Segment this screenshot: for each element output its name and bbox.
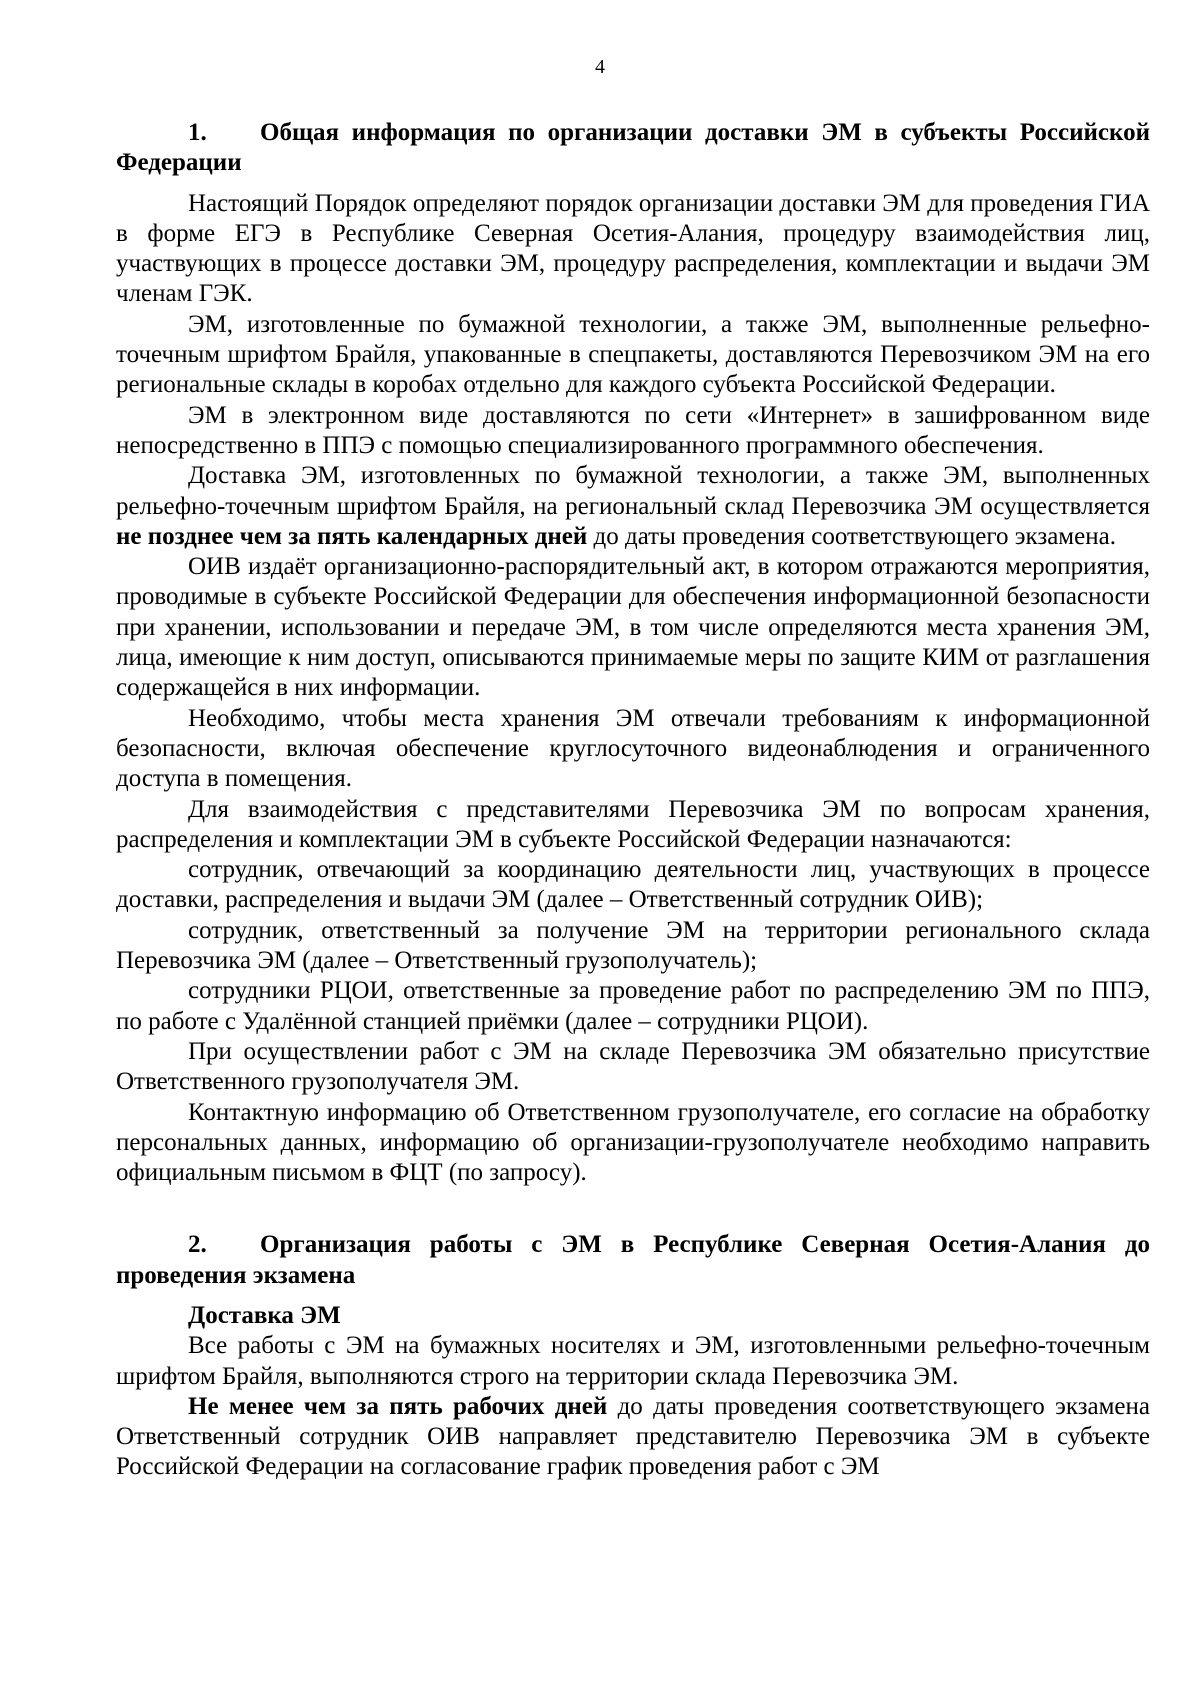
- paragraph-text: Доставка ЭМ, изготовленных по бумажной технологии, а также ЭМ, выполненных рельефно-точечным шрифтом Брайля, на региональный склад Перевозчика ЭМ осуществляется: [116, 462, 1150, 520]
- section-2-number: 2.: [188, 1231, 207, 1259]
- deadline-emphasis: не позднее чем за пять календарных дней: [116, 522, 588, 550]
- paragraph-delivery-deadline: [116, 461, 1150, 552]
- section-1-number: 1.: [188, 119, 207, 146]
- paragraph-text: до даты проведения соответствующего экзамена.: [587, 522, 1116, 550]
- paragraph: Все работы с ЭМ на бумажных носителях и ЭМ, изготовленными рельефно-точечным шрифтом Брайля, выполняются строго на территории склада Перевозчика ЭМ.: [116, 1332, 1150, 1390]
- paragraph: При осуществлении работ с ЭМ на складе Перевозчика ЭМ обязательно присутствие Ответственного грузополучателя ЭМ.: [116, 1037, 1150, 1096]
- paragraph: ОИВ издаёт организационно-распорядительный акт, в котором отражаются мероприятия, проводимые в субъекте Российской Федерации для обеспечения информационной безопасности при хранении, использовании и передаче ЭМ, в том числе определяются места хранения ЭМ, лица, имеющие к ним доступ, описываются принимаемые меры по защите КИМ от разглашения содержащейся в них информации.: [116, 553, 1150, 702]
- paragraph-text: до даты проведения соответствующего экзамена Ответственный сотрудник ОИВ направляет представителю Перевозчика ЭМ в субъекте Российской Федерации на согласование график проведения работ с ЭМ: [116, 1392, 1150, 1481]
- list-item: сотрудник, отвечающий за координацию деятельности лиц, участвующих в процессе доставки, распределения и выдачи ЭМ (далее – Ответственный сотрудник ОИВ);: [116, 856, 1150, 914]
- section-2-title: Организация работы с ЭМ в Республике Северная Осетия-Алания до проведения экзамена: [116, 1231, 1150, 1289]
- section-1-title: Общая информация по организации доставки ЭМ в субъекты Российской Федерации: [116, 119, 1150, 177]
- paragraph: ЭМ в электронном виде доставляются по сети «Интернет» в зашифрованном виде непосредственно в ППЭ с помощью специализированного программного обеспечения.: [116, 401, 1150, 459]
- list-item: сотрудник, ответственный за получение ЭМ на территории регионального склада Перевозчика ЭМ (далее – Ответственный грузополучатель);: [116, 916, 1150, 975]
- paragraph: Для взаимодействия с представителями Перевозчика ЭМ по вопросам хранения, распределения и комплектации ЭМ в субъекте Российской Федерации назначаются:: [116, 795, 1150, 853]
- section-2-heading: [116, 1230, 1150, 1291]
- paragraph: Контактную информацию об Ответственном грузополучателе, его согласие на обработку персональных данных, информацию об организации-грузополучателе необходимо направить официальным письмом в ФЦТ (по запросу).: [116, 1098, 1150, 1187]
- document-body: [116, 118, 1150, 1483]
- section-1-heading: [116, 118, 1150, 179]
- paragraph-schedule: [116, 1392, 1150, 1483]
- subheading-delivery: Доставка ЭМ: [188, 1301, 341, 1329]
- paragraph: Настоящий Порядок определяют порядок организации доставки ЭМ для проведения ГИА в форме ЕГЭ в Республике Северная Осетия-Алания, процедуру взаимодействия лиц, участвующих в процессе доставки ЭМ, процедуру распределения, комплектации и выдачи ЭМ членам ГЭК.: [116, 189, 1150, 308]
- paragraph: ЭМ, изготовленные по бумажной технологии, а также ЭМ, выполненные рельефно-точечным шрифтом Брайля, упакованные в спецпакеты, доставляются Перевозчиком ЭМ на его региональные склады в коробах отдельно для каждого субъекта Российской Федерации.: [116, 310, 1150, 399]
- deadline-emphasis: Не менее чем за пять рабочих дней: [188, 1392, 608, 1420]
- list-item: сотрудники РЦОИ, ответственные за проведение работ по распределению ЭМ по ППЭ, по работе с Удалённой станцией приёмки (далее – сотрудники РЦОИ).: [116, 977, 1150, 1035]
- page-number: 4: [595, 56, 605, 78]
- paragraph: Необходимо, чтобы места хранения ЭМ отвечали требованиям к информационной безопасности, включая обеспечение круглосуточного видеонаблюдения и ограниченного доступа в помещения.: [116, 704, 1150, 793]
